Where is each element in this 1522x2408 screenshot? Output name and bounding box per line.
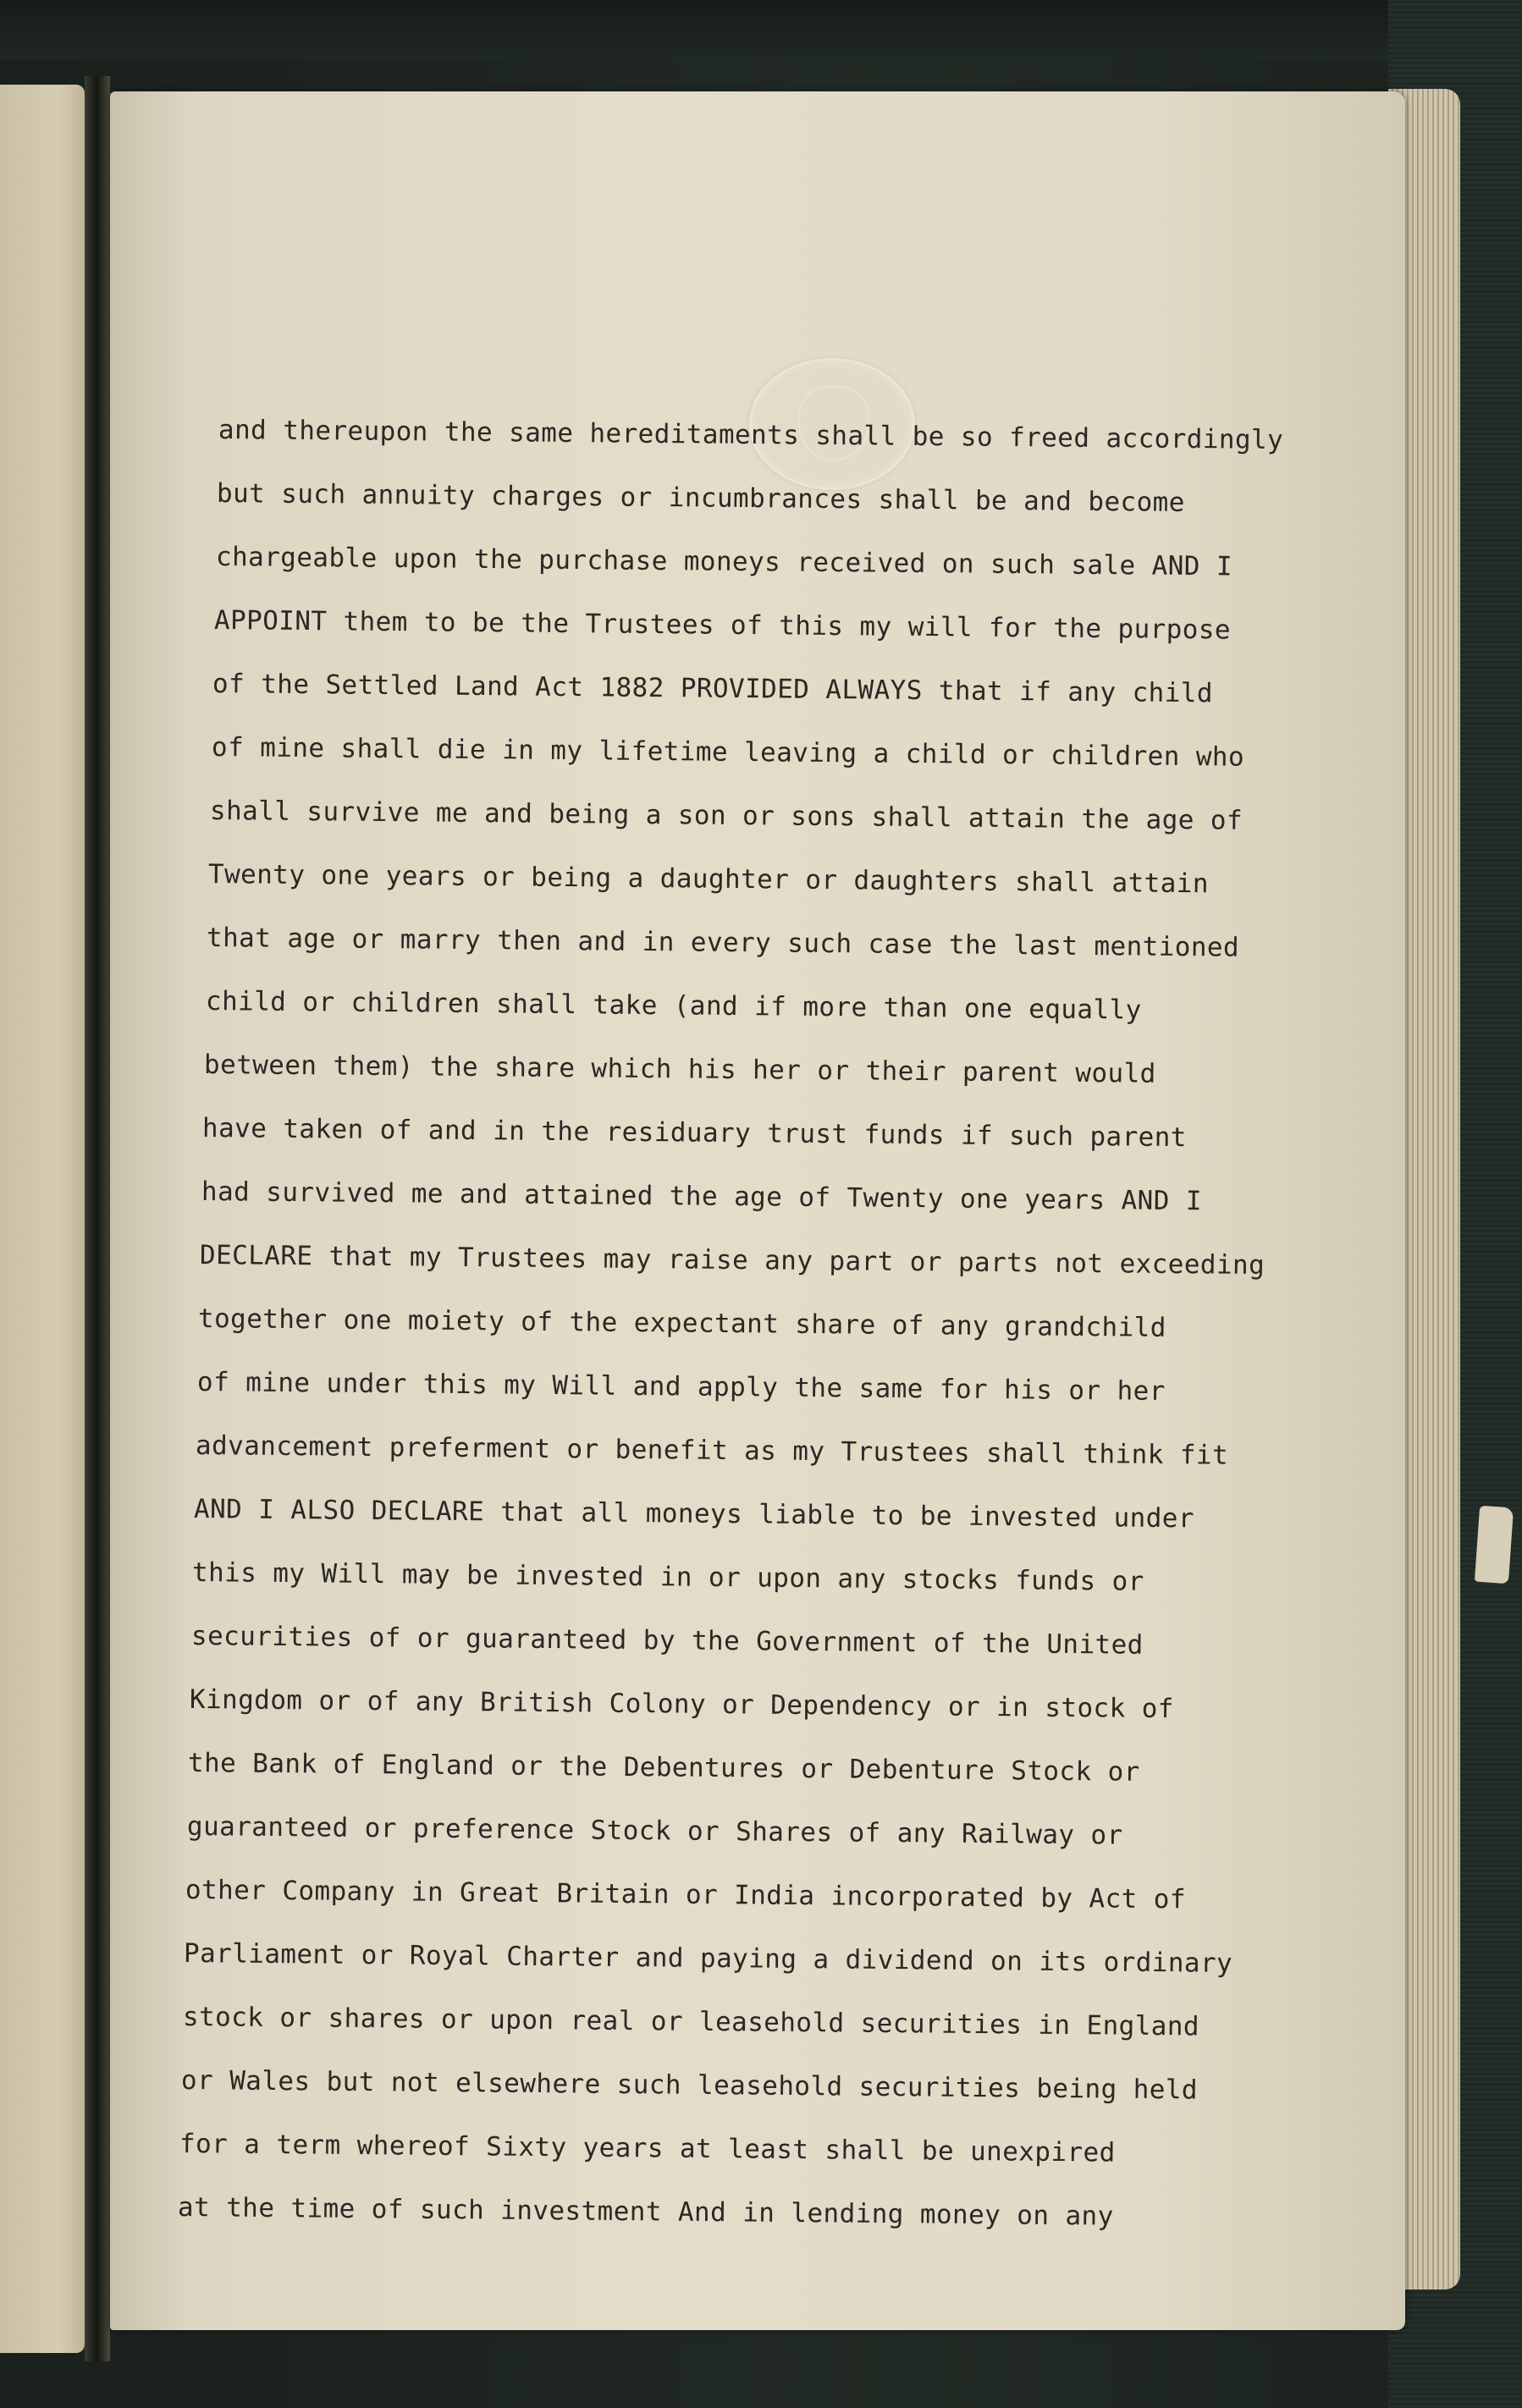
- text-line: but such annuity charges or incumbrances shall be and become: [217, 478, 1186, 518]
- text-line: for a term whereof Sixty years at least shall be unexpired: [179, 2129, 1116, 2168]
- text-line: guaranteed or preference Stock or Shares of any Railway or: [186, 1811, 1123, 1851]
- text-line: have taken of and in the residuary trust funds if such parent: [202, 1113, 1188, 1154]
- text-line: had survived me and attained the age of Twenty one years AND I: [201, 1176, 1202, 1217]
- text-line: Kingdom or of any British Colony or Dependency or in stock of: [189, 1684, 1175, 1725]
- text-line: of mine shall die in my lifetime leaving a child or children who: [211, 732, 1244, 773]
- text-line: child or children shall take (and if more than one equally: [205, 986, 1142, 1026]
- text-line: and thereupon the same hereditaments shall be so freed accordingly: [218, 415, 1284, 456]
- text-line: together one moiety of the expectant share of any grandchild: [198, 1303, 1167, 1343]
- text-line: Twenty one years or being a daughter or daughters shall attain: [207, 859, 1210, 900]
- text-line: of the Settled Land Act 1882 PROVIDED ALWAYS that if any child: [212, 669, 1214, 709]
- text-line: the Bank of England or the Debentures or Debenture Stock or: [188, 1748, 1141, 1788]
- text-line: that age or marry then and in every such case the last mentioned: [207, 923, 1240, 963]
- book-gutter: [85, 76, 110, 2361]
- text-line: other Company in Great Britain or India incorporated by Act of: [185, 1875, 1186, 1915]
- text-line: Parliament or Royal Charter and paying a dividend on its ordinary: [184, 1938, 1233, 1979]
- text-line: this my Will may be invested in or upon any stocks funds or: [192, 1557, 1145, 1597]
- text-line: APPOINT them to be the Trustees of this my will for the purpose: [213, 605, 1232, 646]
- text-line: chargeable upon the purchase moneys received on such sale AND I: [215, 542, 1232, 582]
- text-line: between them) the share which his her or their parent would: [203, 1050, 1156, 1089]
- text-line: DECLARE that my Trustees may raise any part or parts not exceeding: [199, 1240, 1266, 1281]
- text-line: shall survive me and being a son or sons shall attain the age of: [209, 796, 1244, 836]
- text-line: securities of or guaranteed by the Government of the United: [190, 1621, 1144, 1661]
- cover-top-edge: [0, 0, 1522, 59]
- text-line: at the time of such investment And in lending money on any: [178, 2192, 1115, 2232]
- torn-page-edge: [1475, 1506, 1514, 1584]
- facing-page-edge: [0, 85, 85, 2353]
- text-line: advancement preferment or benefit as my Trustees shall think fit: [195, 1430, 1229, 1471]
- text-line: AND I ALSO DECLARE that all moneys liable to be invested under: [193, 1494, 1195, 1535]
- text-line: of mine under this my Will and apply the same for his or her: [196, 1367, 1166, 1407]
- text-line: or Wales but not elsewhere such leasehold securities being held: [180, 2065, 1198, 2106]
- text-line: stock or shares or upon real or leasehold securities in England: [182, 2002, 1199, 2042]
